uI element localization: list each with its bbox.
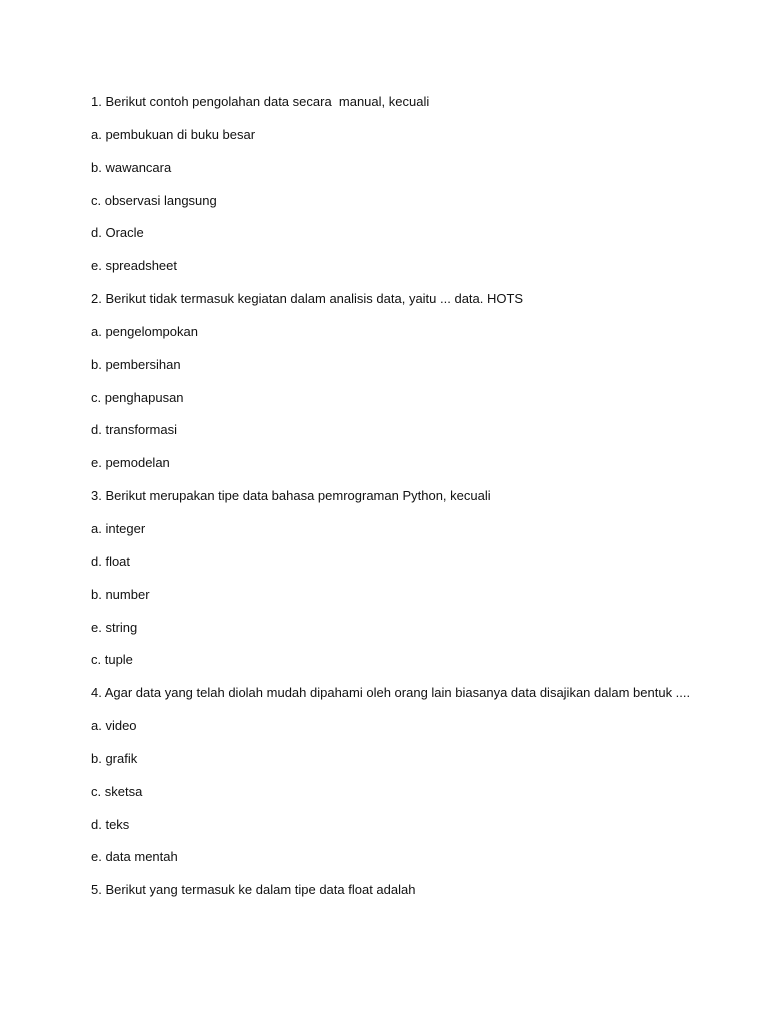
question-2-option-c: c. penghapusan xyxy=(91,389,184,405)
question-3-option-e: e. string xyxy=(91,619,138,635)
question-4: 4. Agar data yang telah diolah mudah dipahami oleh orang lain biasanya data disajikan dalam bentuk .... xyxy=(91,685,691,701)
question-2: 2. Berikut tidak termasuk kegiatan dalam analisis data, yaitu ... data. HOTS xyxy=(91,291,524,307)
question-2-option-a: a. pengelompokan xyxy=(91,323,198,339)
question-3-option-d: d. float xyxy=(91,553,131,569)
question-3-option-b: b. number xyxy=(91,586,150,602)
question-3-option-c: c. tuple xyxy=(91,652,133,668)
question-4-option-c: c. sketsa xyxy=(91,783,143,799)
question-3: 3. Berikut merupakan tipe data bahasa pemrograman Python, kecuali xyxy=(91,488,491,504)
question-5: 5. Berikut yang termasuk ke dalam tipe data float adalah xyxy=(91,882,416,898)
question-1: 1. Berikut contoh pengolahan data secara manual, kecuali xyxy=(91,94,430,109)
question-4-option-d: d. teks xyxy=(91,816,130,832)
question-1-option-e: e. spreadsheet xyxy=(91,258,178,274)
question-1-option-d: d. Oracle xyxy=(91,225,144,241)
question-4-option-b: b. grafik xyxy=(91,750,138,766)
question-1-option-a: a. pembukuan di buku besar xyxy=(91,126,256,142)
question-3-option-a: a. integer xyxy=(91,520,146,536)
question-4-option-e: e. data mentah xyxy=(91,849,178,865)
question-1-option-c: c. observasi langsung xyxy=(91,192,217,208)
question-list xyxy=(91,92,751,913)
question-2-option-b: b. pembersihan xyxy=(91,356,181,372)
question-4-option-a: a. video xyxy=(91,718,137,734)
question-2-option-e: e. pemodelan xyxy=(91,455,170,471)
question-2-option-d: d. transformasi xyxy=(91,422,177,438)
question-1-option-b: b. wawancara xyxy=(91,159,172,175)
